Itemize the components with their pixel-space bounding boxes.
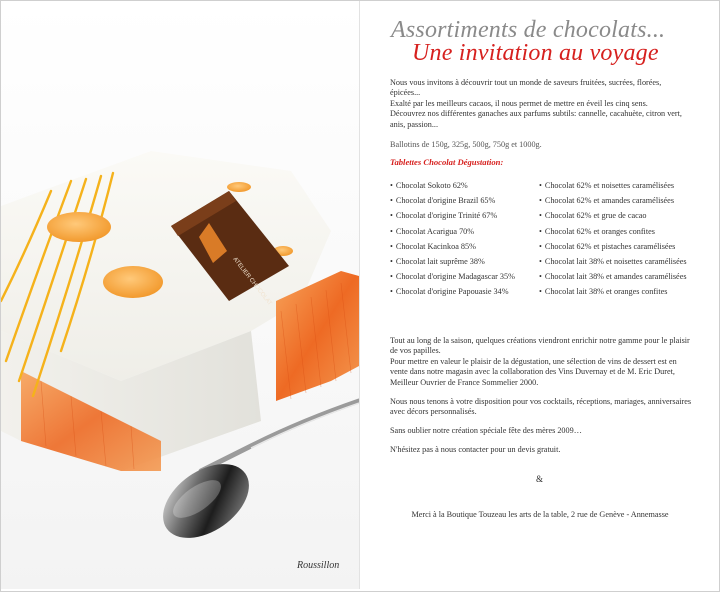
body-text [390,336,695,464]
photo-caption: Roussillon [297,560,340,571]
body-paragraph [390,336,695,357]
list-item-label: Chocolat d'origine Madagascar 35% [395,272,515,282]
bullet-icon: • [539,256,542,266]
list-item [390,208,515,223]
tablettes-list-left [390,178,515,300]
list-item-label: Chocolat d'origine Papouasie 34% [395,287,509,297]
list-item-label: Chocolat 62% et oranges confites [544,226,655,236]
bullet-icon: • [390,226,393,236]
list-item-label: Chocolat lait 38% et noisettes caramélisées [544,256,687,266]
bullet-icon: • [539,196,542,206]
list-item-label: Chocolat d'origine Trinité 67% [395,211,498,221]
list-item [539,254,687,269]
body-sentence: Tout au long de la saison, quelques créations viendront enrichir notre gamme pour le plaisir de vos papilles. [390,336,690,356]
bullet-icon: • [390,272,393,282]
bullet-icon: • [539,226,542,236]
bullet-icon: • [390,256,393,266]
list-item-label: Chocolat 62% et grue de cacao [544,211,647,221]
list-item-label: Chocolat Sokoto 62% [395,181,468,190]
tablettes-title: Tablettes Chocolat Dégustation: [390,157,504,167]
list-item-label: Chocolat lait 38% et amandes caramélisées [544,272,687,282]
list-item [390,178,515,193]
list-item [539,178,687,193]
bullet-icon: • [539,272,542,282]
body-paragraph [390,357,695,388]
bullet-icon: • [390,181,393,190]
body-paragraph: N'hésitez pas à nous contacter pour un devis gratuit. [390,444,561,454]
bullet-icon: • [390,241,393,251]
bullet-icon: • [539,211,542,221]
list-item-label: Chocolat Kacinkoa 85% [395,241,476,251]
bullet-icon: • [539,181,542,190]
list-item [539,224,687,239]
bullet-icon: • [390,211,393,221]
list-item-label: Chocolat Acarigua 70% [395,226,475,236]
list-item-label: Chocolat 62% et noisettes caramélisées [544,181,675,190]
body-paragraph: Nous nous tenons à votre disposition pour vos cocktails, réceptions, mariages, anniversaires avec décors personnalisés. [390,396,692,416]
list-item [390,239,515,254]
list-item [390,224,515,239]
list-item [390,269,515,284]
thanks-line: Merci à la Boutique Touzeau les arts de la table, 2 rue de Genève - Annemasse [411,510,669,519]
list-item [390,254,515,269]
orange-drop [227,182,251,192]
list-item [539,193,687,208]
intro-text [390,78,690,130]
list-item-label: Chocolat d'origine Brazil 65% [395,196,496,206]
list-item-label: Chocolat 62% et pistaches caramélisées [544,241,676,251]
list-item-label: Chocolat 62% et amandes caramélisées [544,196,675,206]
tablettes-list-right [539,178,687,300]
page-fold [359,1,360,589]
chocolate-brand-text: ATELIER CHOCOLAT [231,256,273,307]
orange-drop [47,212,111,242]
ampersand-divider: & [536,474,544,484]
orange-drop [103,266,163,298]
list-item-label: Chocolat lait 38% et oranges confites [544,287,668,297]
dessert-illustration [1,1,359,589]
list-item [390,284,515,299]
title-line2: Une invitation au voyage [412,40,659,66]
intro-paragraph: Exalté par les meilleurs cacaos, il nous permet de mettre en éveil les cinq sens. [390,98,648,108]
intro-paragraph: Nous vous invitons à découvrir tout un monde de saveurs fruitées, sucrées, florées, épicées... [390,78,662,98]
ballotins-sizes: Ballotins de 150g, 325g, 500g, 750g et 1000g. [390,140,542,149]
list-item-label: Chocolat lait suprême 38% [395,256,485,266]
body-sentence: Pour mettre en valeur le plaisir de la dégustation, une sélection de vins de dessert est en vente dans notre magasin avec la collaboration des Vins Duvernay et de M. Eric Duret, Meilleur Ouvrier de France Sommelier 2000. [390,356,677,387]
list-item [539,269,687,284]
bullet-icon: • [390,196,393,206]
list-item [539,239,687,254]
title-line1: Assortiments de chocolats... [391,17,666,43]
list-item [390,193,515,208]
list-item [539,284,687,299]
intro-paragraph: Découvrez nos différentes ganaches aux parfums subtils: cannelle, cacahuète, citron vert, anis, passion... [390,109,682,129]
bullet-icon: • [539,241,542,251]
body-paragraph: Sans oublier notre création spéciale fête des mères 2009… [390,425,582,435]
bullet-icon: • [539,287,542,297]
bullet-icon: • [390,287,393,297]
dessert-photo [1,1,359,589]
list-item [539,208,687,223]
